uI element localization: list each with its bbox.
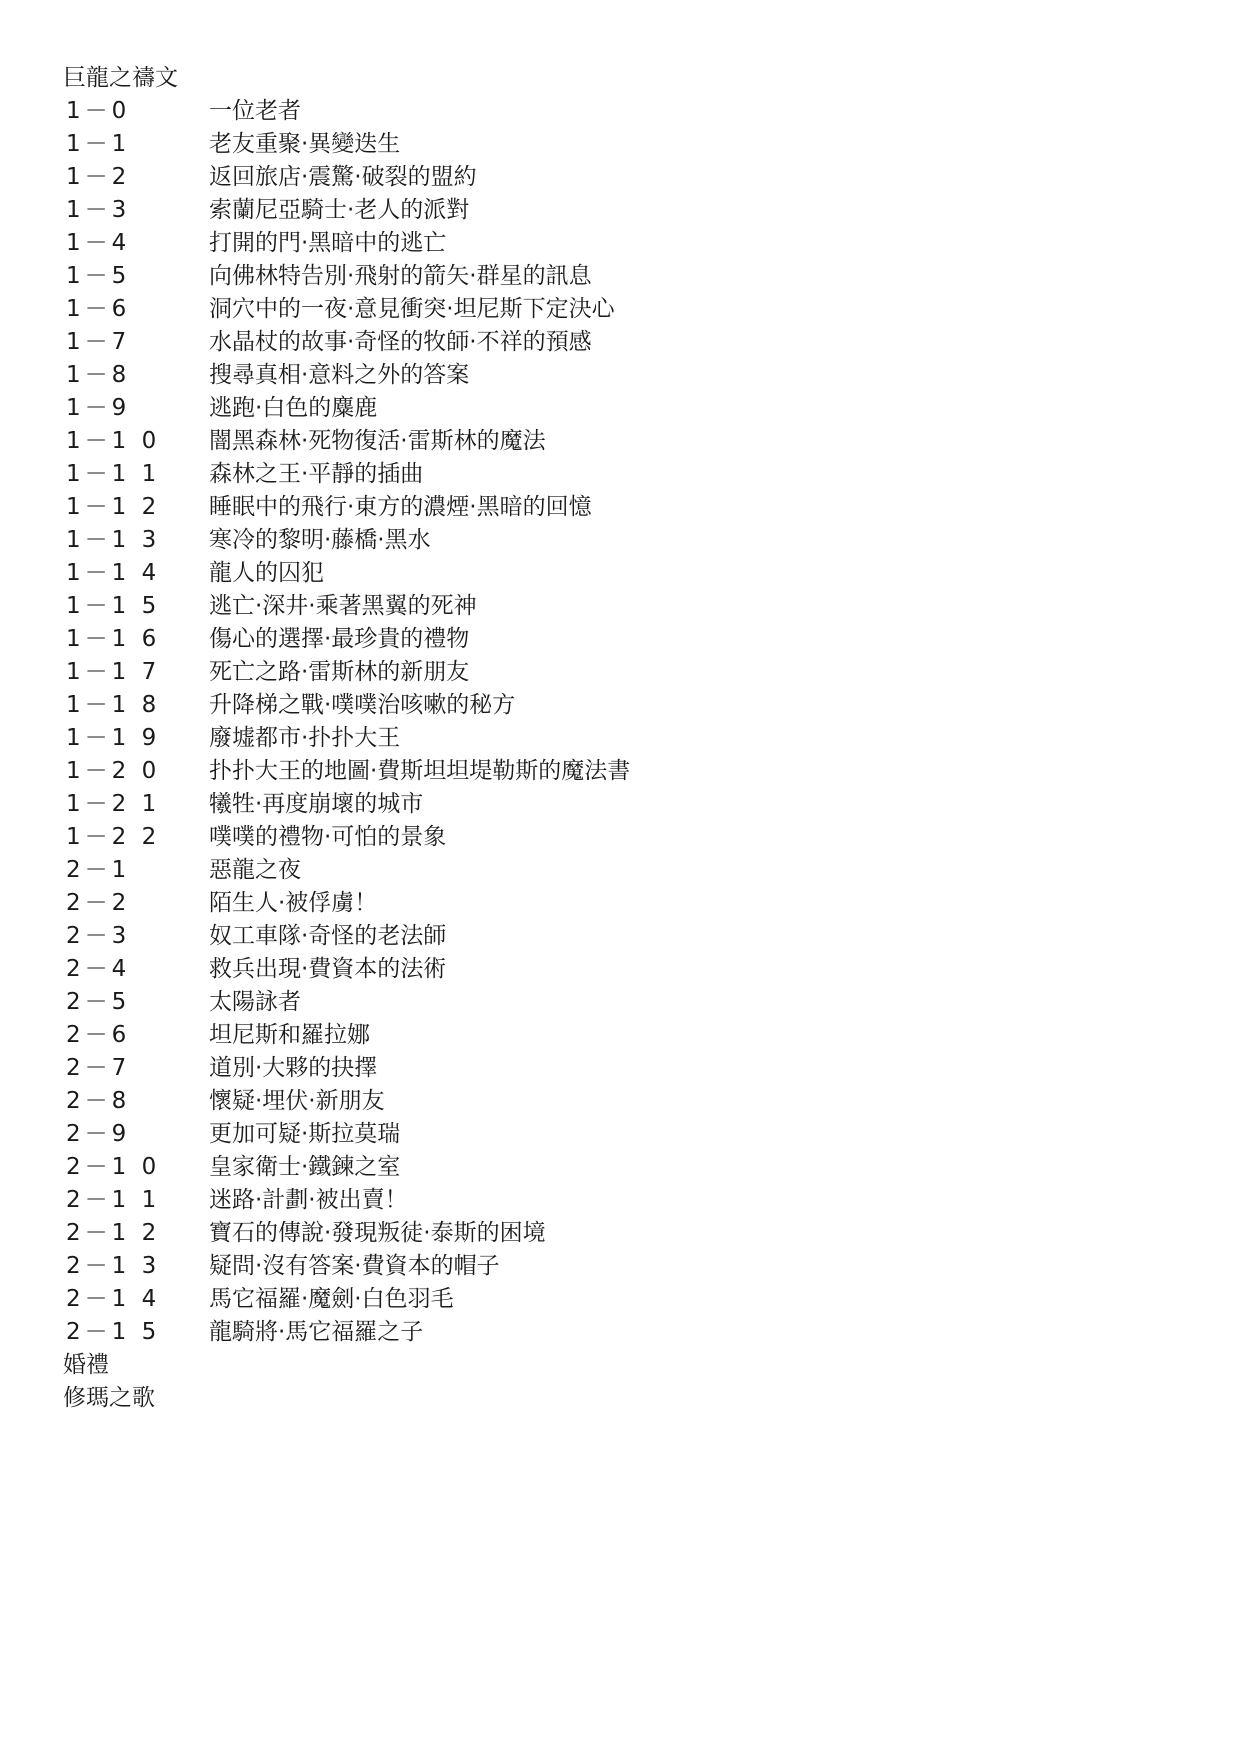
toc-entry (63, 128, 1183, 161)
toc-entry (63, 1250, 1183, 1283)
chapter-number: 2－1 2 (66, 1220, 161, 1246)
toc-entry (63, 920, 1183, 953)
chapter-number: 1－2 1 (66, 791, 161, 817)
chapter-title: 犧牲·再度崩壞的城市 (209, 791, 424, 817)
toc-entry (63, 425, 1183, 458)
chapter-title: 逃亡·深井·乘著黑翼的死神 (209, 593, 477, 619)
chapter-number: 2－7 (66, 1055, 131, 1081)
chapter-number: 1－1 1 (66, 461, 161, 487)
chapter-title: 迷路·計劃·被出賣！ (209, 1187, 408, 1213)
chapter-title: 馬它福羅·魔劍·白色羽毛 (209, 1286, 454, 1312)
chapter-number: 2－8 (66, 1088, 131, 1114)
toc-entry (63, 722, 1183, 755)
chapter-title: 龍騎將·馬它福羅之子 (209, 1319, 424, 1345)
chapter-number: 1－1 7 (66, 659, 161, 685)
chapter-title: 寒冷的黎明·藤橋·黑水 (209, 527, 431, 553)
toc-entry (63, 194, 1183, 227)
toc-entry (63, 95, 1183, 128)
toc-entry (63, 1151, 1183, 1184)
chapter-number: 2－1 (66, 857, 131, 883)
chapter-number: 1－8 (66, 362, 131, 388)
chapter-title: 更加可疑·斯拉莫瑞 (209, 1121, 401, 1147)
chapter-number: 2－1 0 (66, 1154, 161, 1180)
toc-entry (63, 821, 1183, 854)
chapter-title: 闇黑森林·死物復活·雷斯林的魔法 (209, 428, 546, 454)
chapter-title: 救兵出現·費資本的法術 (209, 956, 447, 982)
toc-entry (63, 359, 1183, 392)
toc-entry (63, 1184, 1183, 1217)
chapter-title: 扑扑大王的地圖·費斯坦坦堤勒斯的魔法書 (209, 758, 631, 784)
chapter-title: 疑問·沒有答案·費資本的帽子 (209, 1253, 500, 1279)
chapter-title: 睡眠中的飛行·東方的濃煙·黑暗的回憶 (209, 494, 592, 520)
toc-entry (63, 161, 1183, 194)
toc-entry (63, 557, 1183, 590)
chapter-title: 死亡之路·雷斯林的新朋友 (209, 659, 470, 685)
toc-entry (63, 1283, 1183, 1316)
chapter-number: 1－1 6 (66, 626, 161, 652)
toc-entry (63, 1316, 1183, 1349)
toc-entry (63, 656, 1183, 689)
chapter-title: 噗噗的禮物·可怕的景象 (209, 824, 447, 850)
chapter-title: 坦尼斯和羅拉娜 (209, 1022, 370, 1048)
chapter-number: 1－6 (66, 296, 131, 322)
chapter-number: 2－6 (66, 1022, 131, 1048)
toc-entry (63, 392, 1183, 425)
toc-entry (63, 623, 1183, 656)
chapter-title: 洞穴中的一夜·意見衝突·坦尼斯下定決心 (209, 296, 615, 322)
toc-entry (63, 1118, 1183, 1151)
chapter-title: 道別·大夥的抉擇 (209, 1055, 378, 1081)
chapter-title: 懷疑·埋伏·新朋友 (209, 1088, 385, 1114)
chapter-title: 逃跑·白色的麋鹿 (209, 395, 378, 421)
chapter-title: 惡龍之夜 (209, 857, 301, 883)
chapter-number: 1－9 (66, 395, 131, 421)
chapter-number: 2－1 4 (66, 1286, 161, 1312)
toc-entry (63, 1019, 1183, 1052)
chapter-title: 水晶杖的故事·奇怪的牧師·不祥的預感 (209, 329, 592, 355)
chapter-title: 打開的門·黑暗中的逃亡 (209, 230, 447, 256)
chapter-number: 1－1 0 (66, 428, 161, 454)
chapter-number: 1－2 (66, 164, 131, 190)
chapter-title: 一位老者 (209, 98, 301, 124)
chapter-number: 2－1 3 (66, 1253, 161, 1279)
toc-entry (63, 524, 1183, 557)
chapter-title: 向佛林特告別·飛射的箭矢·群星的訊息 (209, 263, 592, 289)
chapter-title: 龍人的囚犯 (209, 560, 324, 586)
chapter-number: 2－1 5 (66, 1319, 161, 1345)
chapter-number: 1－2 0 (66, 758, 161, 784)
chapter-title: 寶石的傳說·發現叛徒·泰斯的困境 (209, 1220, 546, 1246)
chapter-title: 廢墟都市·扑扑大王 (209, 725, 401, 751)
chapter-number: 2－5 (66, 989, 131, 1015)
chapter-number: 1－1 2 (66, 494, 161, 520)
chapter-number: 1－4 (66, 230, 131, 256)
toc-entry (63, 755, 1183, 788)
toc-entry (63, 1217, 1183, 1250)
section-heading-wedding: 婚禮 (63, 1352, 109, 1378)
chapter-number: 1－2 2 (66, 824, 161, 850)
toc-entry (63, 458, 1183, 491)
toc-entry (63, 227, 1183, 260)
chapter-number: 2－3 (66, 923, 131, 949)
toc-entry (63, 854, 1183, 887)
toc-entry (63, 590, 1183, 623)
chapter-title: 陌生人·被俘虜！ (209, 890, 378, 916)
chapter-number: 1－1 9 (66, 725, 161, 751)
chapter-title: 森林之王·平靜的插曲 (209, 461, 424, 487)
chapter-number: 1－1 3 (66, 527, 161, 553)
chapter-title: 搜尋真相·意料之外的答案 (209, 362, 470, 388)
chapter-number: 1－1 8 (66, 692, 161, 718)
chapter-title: 奴工車隊·奇怪的老法師 (209, 923, 447, 949)
chapter-number: 1－1 4 (66, 560, 161, 586)
toc-entry (63, 293, 1183, 326)
chapter-number: 2－4 (66, 956, 131, 982)
toc-entry (63, 1052, 1183, 1085)
chapter-title: 老友重聚·異變迭生 (209, 131, 401, 157)
chapter-number: 1－1 5 (66, 593, 161, 619)
toc-entry (63, 260, 1183, 293)
chapter-title: 太陽詠者 (209, 989, 301, 1015)
chapter-number: 2－9 (66, 1121, 131, 1147)
chapter-number: 1－0 (66, 98, 131, 124)
chapter-number: 1－3 (66, 197, 131, 223)
section-heading-song: 修瑪之歌 (63, 1385, 155, 1411)
toc-entry (63, 491, 1183, 524)
document-page (63, 62, 1183, 1415)
toc-entry (63, 953, 1183, 986)
chapter-title: 皇家衛士·鐵鍊之室 (209, 1154, 401, 1180)
chapter-number: 2－1 1 (66, 1187, 161, 1213)
toc-entry (63, 326, 1183, 359)
table-of-contents (63, 95, 1183, 1349)
chapter-number: 2－2 (66, 890, 131, 916)
toc-entry (63, 887, 1183, 920)
chapter-number: 1－1 (66, 131, 131, 157)
toc-entry (63, 788, 1183, 821)
toc-entry (63, 1085, 1183, 1118)
chapter-title: 索蘭尼亞騎士·老人的派對 (209, 197, 470, 223)
chapter-title: 升降梯之戰·噗噗治咳嗽的秘方 (209, 692, 516, 718)
toc-entry (63, 986, 1183, 1019)
chapter-number: 1－7 (66, 329, 131, 355)
chapter-number: 1－5 (66, 263, 131, 289)
chapter-title: 返回旅店·震驚·破裂的盟約 (209, 164, 477, 190)
chapter-title: 傷心的選擇·最珍貴的禮物 (209, 626, 470, 652)
document-title: 巨龍之禱文 (63, 65, 178, 91)
toc-entry (63, 689, 1183, 722)
